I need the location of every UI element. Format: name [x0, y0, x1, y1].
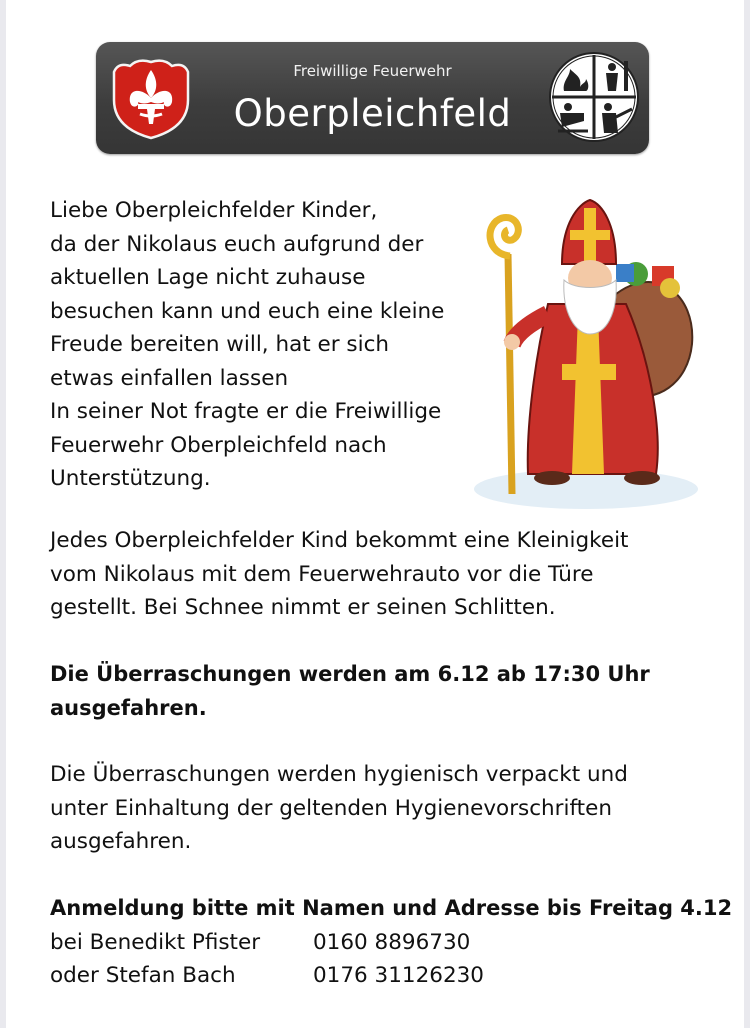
text-line: aktuellen Lage nicht zuhause [50, 265, 366, 290]
intro-paragraph [50, 194, 444, 496]
text-line: Die Überraschungen werden am 6.12 ab 17:30 Uhr [50, 662, 650, 686]
text-line: Unterstützung. [50, 466, 211, 491]
schedule-paragraph [50, 658, 650, 725]
fleur-de-lis-coat-of-arms-icon [108, 58, 194, 140]
firefighter-emblem-icon [548, 51, 640, 143]
organization-subtitle: Freiwillige Feuerwehr [293, 62, 452, 80]
contact-name: bei Benedikt Pfister [50, 930, 261, 955]
text-line: da der Nikolaus euch aufgrund der [50, 231, 424, 257]
text-line: Freude bereiten will, hat er sich [50, 332, 390, 357]
text-line: vom Nikolaus mit dem Feuerwehrauto vor die Türe [50, 561, 594, 587]
text-line: ausgefahren. [50, 829, 192, 854]
text-line: Jedes Oberpleichfelder Kind bekommt eine Kleinigkeit [50, 528, 629, 553]
text-line: Feuerwehr Oberpleichfeld nach [50, 432, 387, 458]
organization-title: Oberpleichfeld [233, 92, 512, 135]
text-line: gestellt. Bei Schnee nimmt er seinen Schlitten. [50, 595, 556, 620]
saint-nicholas-with-gift-sack-icon [466, 194, 702, 514]
text-line: In seiner Not fragte er die Freiwillige [50, 399, 442, 424]
hygiene-paragraph [50, 758, 628, 859]
text-line: unter Einhaltung der geltenden Hygienevorschriften [50, 795, 612, 821]
text-line: etwas einfallen lassen [50, 365, 289, 391]
text-line: ausgefahren. [50, 695, 207, 720]
contact-name: oder Stefan Bach [50, 963, 236, 988]
text-line: Liebe Oberpleichfelder Kinder, [50, 198, 378, 223]
text-line: besuchen kann und euch eine kleine [50, 298, 445, 324]
contact-phone: 0176 31126230 [313, 963, 484, 988]
contact-phone: 0160 8896730 [313, 930, 471, 955]
text-line: Die Überraschungen werden hygienisch verpackt und [50, 762, 628, 787]
registration-heading: Anmeldung bitte mit Namen und Adresse bis Freitag 4.12 [50, 896, 733, 920]
gift-paragraph [50, 524, 628, 625]
flyer-page [6, 0, 744, 1028]
